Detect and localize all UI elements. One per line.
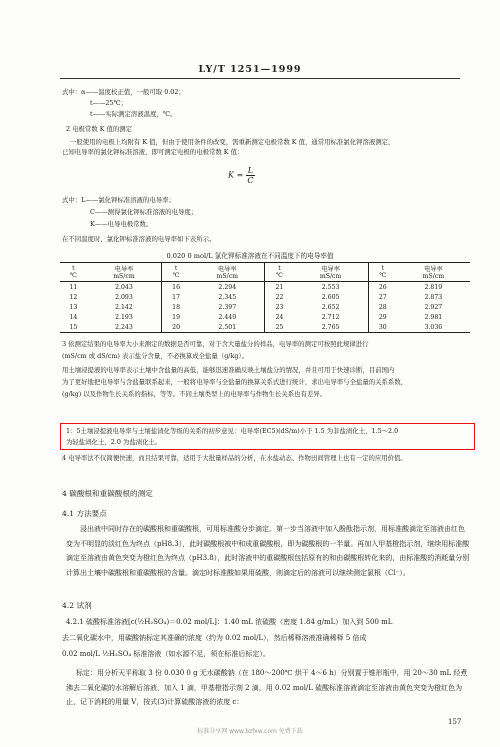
page-number: 157	[448, 718, 462, 726]
text-line: 一般使用的电极上均附有 K 值，但由于使用条件的改变，需重新测定电极常数 K 值，通常用标准氯化钾溶液测定，	[70, 138, 395, 146]
conductivity-table	[60, 262, 470, 333]
reagent-line: 4.2.1 硫酸标准溶液[c(½H₂SO₄)＝0.02 mol/L]：1.40 mL 浓硫酸（密度 1.84 g/mL）加入到 500 mL	[66, 618, 393, 626]
formula-denominator: C	[247, 176, 254, 185]
reagent-line: 去二氧化碳水中，用碳酸钠标定其准确的浓度（约为 0.02 mol/L），然后稀释溶液准确稀释 5 倍成	[62, 634, 367, 642]
table-cell-temperature: 11	[69, 283, 78, 291]
standard-header: LY/T 1251—1999	[198, 64, 302, 75]
table-cell-temperature: 19	[162, 312, 190, 322]
table-cell-temperature: 29	[368, 312, 396, 322]
table-cell-conductivity: 2.873	[424, 293, 443, 301]
text-line: (mS/cm 或 dS/cm) 表示盐分含量，不必换算成全盐量（g/kg）。	[62, 352, 248, 360]
text-line: 在不同温度时，氯化钾标准溶液的电导率如下表所示。	[62, 235, 216, 243]
highlighted-text-line: 为轻盐渍化土，2.0 为盐渍化土。	[66, 438, 162, 446]
method-paragraph: 浸出液中同时存在的碳酸根和重碳酸根，可用标准酸分步滴定。第一步当溶液中加入酚酞指示剂，用标准酸滴定至溶液由红色变为不明显的淡红色为终点（pH8.3），此时碳酸根被中和成重碳酸根，即为碳酸根的一半量。再加入甲基橙指示剂，继续用标准酸滴定至溶液由黄色突变为橙红色为终点（pH3.8），此时溶液中的重碳酸根包括原有的和由碳酸根转化来的，由标准酸的消耗量分别计算出土壤中碳酸根和重碳酸根的含量。滴定时标准酸如果用硫酸，则滴定后的溶液可以继续测定氯根（Cl⁻）。	[66, 525, 470, 577]
item-2-title: 2 电极常数 K 值的测定	[66, 125, 133, 133]
standardization-paragraph: 标定：用分析天平称取 3 份 0.030 0 g 无水碳酸钠（在 180～200℃ 烘干 4～6 h）分别置于锥形瓶中，用 20～30 mL 经煮沸去二氧化碳的水溶解后溶液，加入 1 滴，甲基橙指示剂 2 滴，用 0.02 mol/L 硫酸标准溶液滴定至溶液由黄色突变为橙红色为止，记下消耗的用量 V，按式(3)计算硫酸溶液的浓度 c：	[66, 669, 468, 706]
text-line: 为了更好地把电导率与含盐量联系起来，一般将电导率与全盐量的换算关系式进行统计，求出电导率与全盐量的关系系数，	[62, 378, 408, 386]
table-cell-temperature: 16	[162, 282, 190, 293]
table-row	[60, 312, 470, 322]
col-header-t: t ℃	[265, 263, 293, 282]
table-cell-temperature: 24	[265, 312, 293, 322]
table-cell-temperature: 15	[60, 322, 87, 333]
col-header-L: 电导率 mS/cm	[190, 263, 265, 282]
table-cell-conductivity: 2.652	[321, 303, 340, 311]
table-cell-conductivity: 2.294	[218, 283, 237, 291]
formula-lhs: K =	[228, 170, 246, 180]
highlighted-text-line: 1：5土壤浸提液电导率与土壤盐渍化等级的关系的初步意见：电导率(EC5)(dS/m)小于 1.5 为非盐渍化土，1.5～2.0	[66, 427, 399, 435]
header-rule	[60, 78, 460, 79]
table-cell-conductivity: 2.043	[115, 283, 133, 291]
formula-fraction	[246, 166, 255, 185]
table-cell-temperature: 27	[368, 292, 396, 302]
col-header-t: t ℃	[368, 263, 396, 282]
table-row	[60, 302, 470, 312]
table-cell-conductivity: 2.501	[190, 322, 265, 333]
table-cell-temperature: 23	[265, 302, 293, 312]
formula-numerator: L	[247, 166, 254, 175]
reagent-line: 0.02 mol/L ½H₂SO₄ 标准溶液（如水源不足，须在标准后标定）。	[62, 650, 270, 658]
table-cell-temperature: 20	[162, 322, 190, 333]
table-cell-temperature: 13	[69, 303, 78, 311]
table-cell-temperature: 18	[162, 302, 190, 312]
conductivity-formula	[228, 166, 255, 185]
col-header-t: t ℃	[162, 263, 190, 282]
table-cell-temperature: 25	[265, 322, 293, 333]
section-heading-4: 4 碳酸根和重碳酸根的测定	[62, 489, 153, 498]
table-cell-temperature: 30	[368, 322, 396, 333]
table-cell-temperature: 26	[368, 282, 396, 293]
table-cell-conductivity: 2.449	[218, 313, 237, 321]
table-cell-conductivity: 2.605	[321, 293, 340, 301]
table-cell-temperature: 14	[69, 313, 78, 321]
col-header-t: t ℃	[60, 263, 87, 282]
table-row	[60, 322, 470, 333]
text-line: 式中：α——温度校正值，一般可取 0.02；	[62, 88, 185, 96]
table-cell-conductivity: 2.981	[424, 313, 443, 321]
text-line: 4 电导率法不仅简便快速，而且结果可靠，适用于大批量样品的分析，在水盐动态、作物田间管理上也有一定的应用价值。	[62, 454, 407, 462]
table-cell-temperature: 17	[162, 292, 190, 302]
table-cell-temperature: 28	[368, 302, 396, 312]
table-row	[60, 292, 470, 302]
text-line: 式中：L——氯化钾标准溶液的电导率；	[62, 196, 175, 204]
table-cell-conductivity: 2.345	[218, 293, 237, 301]
text-line: 3 依测定结果的电导率大小来测定的数据是否可靠，对于含大量盐分的样品，电导率的测定可按照此规律进行	[62, 340, 369, 348]
table-cell-conductivity: 2.397	[218, 303, 237, 311]
text-line: t——实际测定溶液温度，℃。	[90, 110, 177, 118]
table-cell-conductivity: 2.927	[424, 303, 443, 311]
watermark-text: 标准分享网 www.bzfxw.com 免费下载	[197, 728, 303, 735]
table-cell-conductivity: 2.712	[321, 313, 340, 321]
table-header-row	[60, 263, 470, 282]
col-header-L: 电导率 mS/cm	[293, 263, 368, 282]
text-line: t——25℃；	[90, 99, 128, 107]
table-cell-conductivity: 2.243	[87, 322, 162, 333]
table-cell-temperature: 12	[69, 293, 78, 301]
col-header-L: 电导率 mS/cm	[87, 263, 162, 282]
table-cell-conductivity: 2.142	[115, 303, 133, 311]
col-header-L: 电导率 mS/cm	[397, 263, 470, 282]
text-line: 用土壤浸提液的电导率表示土壤中含盐量的高低，能够迅速准确反映土壤盐分的情况，并且可用于快速诊断，目前国内	[62, 366, 395, 374]
text-line: K——电导电极常数。	[90, 220, 153, 228]
table-cell-conductivity: 2.093	[115, 293, 133, 301]
section-heading-4-2: 4.2 试剂	[62, 601, 92, 610]
text-line: (g/kg) 以及作物生长关系的指标，等等。不同土壤类型上的电导率与作物生长关系也有差异。	[62, 390, 327, 398]
table-cell-conductivity: 2.765	[293, 322, 368, 333]
table-cell-conductivity: 2.819	[424, 283, 443, 291]
table-caption: 0.020 0 mol/L 氯化钾标准溶液在不同温度下的电导率值	[166, 252, 334, 260]
table-cell-temperature: 21	[265, 282, 293, 293]
section-heading-4-1: 4.1 方法要点	[62, 509, 107, 518]
table-cell-temperature: 22	[265, 292, 293, 302]
table-cell-conductivity: 3.036	[397, 322, 470, 333]
text-line: 已知电导率的氯化钾标准溶液，即可测定电极的电极常数 K 值：	[62, 148, 244, 156]
table-cell-conductivity: 2.553	[321, 283, 340, 291]
table-row	[60, 282, 470, 293]
text-line: C——测得氯化钾标准溶液的电导度；	[90, 208, 198, 216]
table-cell-conductivity: 2.193	[115, 313, 133, 321]
